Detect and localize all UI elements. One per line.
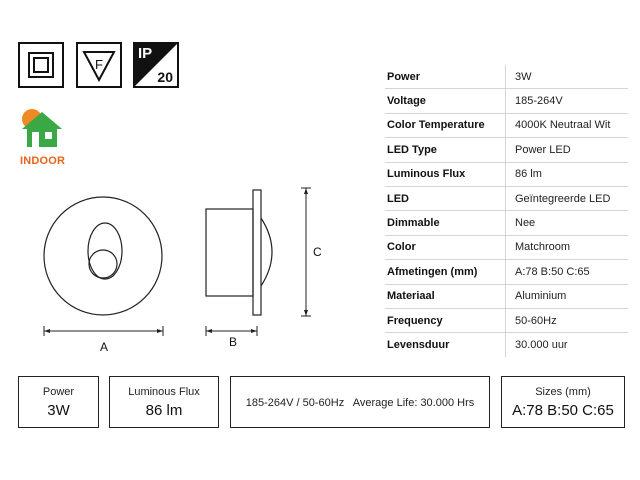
- ip-rating: 20: [157, 69, 173, 85]
- spec-row: [385, 65, 628, 89]
- power-summary-box: [18, 376, 99, 428]
- spec-value: 4000K Neutraal Wit: [506, 113, 629, 137]
- indoor-label: INDOOR: [20, 155, 66, 167]
- spec-value: Nee: [506, 211, 629, 235]
- spec-value: 50-60Hz: [506, 308, 629, 332]
- spec-value: A:78 B:50 C:65: [506, 260, 629, 284]
- spec-row: [385, 260, 628, 284]
- sizes-summary-box: [501, 376, 625, 428]
- sizes-value: A:78 B:50 C:65: [512, 402, 614, 419]
- spec-table: [385, 65, 628, 357]
- spec-key: Color: [385, 235, 506, 259]
- spec-row: [385, 113, 628, 137]
- spec-value: 86 lm: [506, 162, 629, 186]
- spec-value: 3W: [506, 65, 629, 89]
- spec-value: 185-264V: [506, 89, 629, 113]
- svg-text:F: F: [95, 57, 103, 72]
- spec-row: [385, 186, 628, 210]
- ip20-icon: [133, 42, 179, 88]
- class-ii-icon: [18, 42, 64, 88]
- voltage-life-summary-box: [230, 376, 490, 428]
- spec-key: Voltage: [385, 89, 506, 113]
- spec-row: [385, 138, 628, 162]
- spec-value: Geïntegreerde LED: [506, 186, 629, 210]
- spec-key: Luminous Flux: [385, 162, 506, 186]
- spec-key: Levensduur: [385, 333, 506, 357]
- spec-key: Dimmable: [385, 211, 506, 235]
- side-view-drawing: [195, 180, 330, 345]
- spec-key: Color Temperature: [385, 113, 506, 137]
- power-value: 3W: [47, 402, 70, 419]
- spec-key: LED: [385, 186, 506, 210]
- dimension-a-label: A: [100, 340, 109, 354]
- front-view-drawing: [35, 180, 175, 345]
- house-sun-icon: [18, 105, 66, 153]
- spec-value: 30.000 uur: [515, 338, 568, 351]
- dimension-c-label: C: [313, 245, 322, 259]
- flux-value: 86 lm: [145, 402, 183, 419]
- spec-value: Power LED: [506, 138, 629, 162]
- voltage-life-text: 185-264V / 50-60Hz Average Life: 30.000 Hrs: [245, 397, 475, 409]
- dimension-b-label: B: [229, 335, 238, 349]
- flux-title: Luminous Flux: [128, 386, 200, 398]
- spec-key: Power: [385, 65, 506, 89]
- spec-row: [385, 284, 628, 308]
- spec-row: [385, 162, 628, 186]
- spec-key: Frequency: [385, 308, 506, 332]
- spec-key: LED Type: [385, 138, 506, 162]
- spec-row: [385, 211, 628, 235]
- f-mark-icon: [76, 42, 122, 88]
- sizes-title: Sizes (mm): [535, 386, 591, 398]
- spec-row: [385, 333, 628, 357]
- spec-row: [385, 235, 628, 259]
- power-title: Power: [42, 386, 75, 398]
- spec-key: Materiaal: [385, 284, 506, 308]
- spec-value: Matchroom: [506, 235, 629, 259]
- spec-row: [385, 308, 628, 332]
- spec-row: [385, 89, 628, 113]
- flux-summary-box: [109, 376, 219, 428]
- spec-key: Afmetingen (mm): [385, 260, 506, 284]
- ip-label: IP: [138, 45, 153, 62]
- spec-value: Aluminium: [506, 284, 629, 308]
